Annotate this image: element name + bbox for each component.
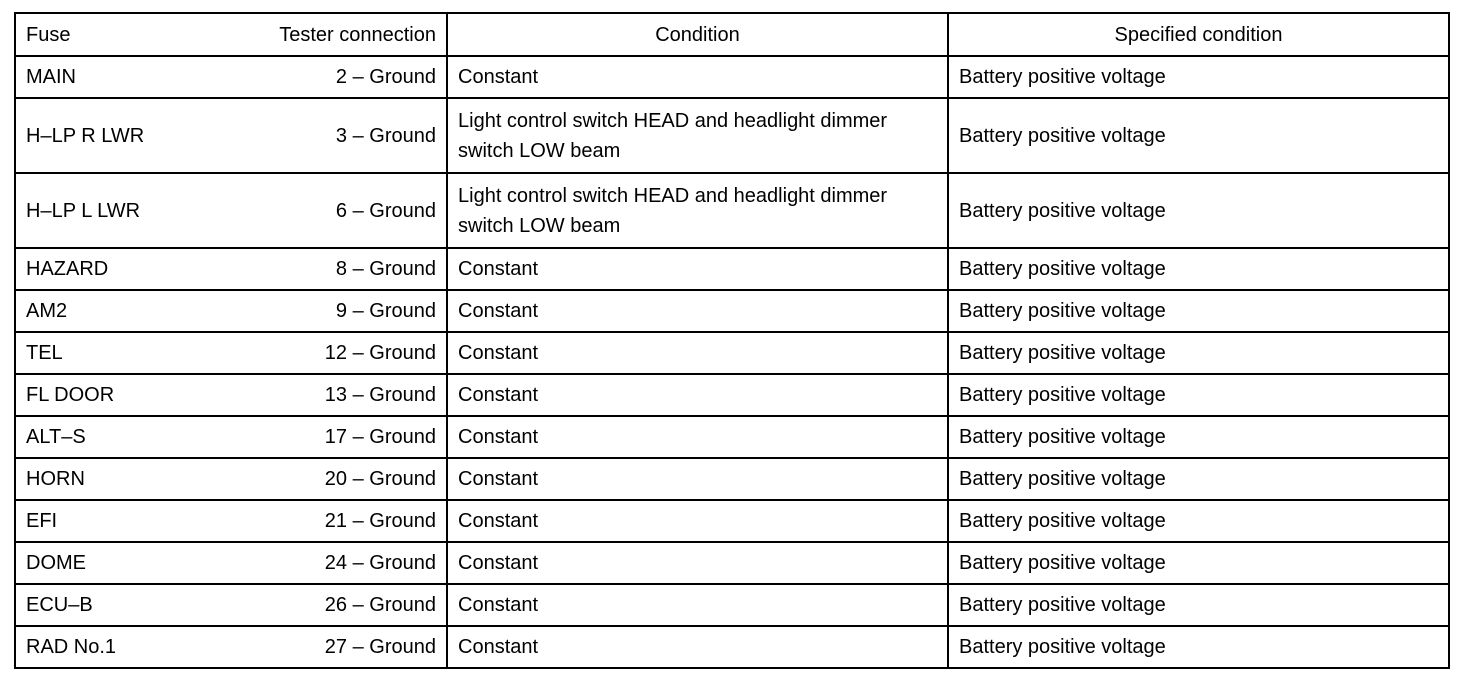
tester-connection: 17 – Ground — [324, 426, 436, 448]
fuse-name: HORN — [26, 468, 85, 490]
condition-cell: Constant — [447, 248, 948, 290]
fuse-name: DOME — [26, 552, 86, 574]
tester-connection: 9 – Ground — [335, 300, 436, 322]
table-row — [15, 290, 1449, 332]
condition-cell: Constant — [447, 56, 948, 98]
table-row — [15, 500, 1449, 542]
fuse-name: HAZARD — [26, 258, 109, 280]
condition-cell: Constant — [447, 332, 948, 374]
fuse-tester-cell — [15, 332, 447, 374]
table-row — [15, 584, 1449, 626]
tester-connection: 2 – Ground — [335, 66, 436, 88]
tester-connection: 21 – Ground — [324, 510, 436, 532]
tester-connection: 3 – Ground — [335, 124, 436, 147]
spec-cell: Battery positive voltage — [948, 374, 1449, 416]
header-condition: Condition — [447, 13, 948, 56]
fuse-name: ALT–S — [26, 426, 86, 448]
spec-cell: Battery positive voltage — [948, 98, 1449, 173]
fuse-tester-cell — [15, 416, 447, 458]
tester-connection: 20 – Ground — [324, 468, 436, 490]
table-row — [15, 542, 1449, 584]
condition-cell: Constant — [447, 626, 948, 668]
table-row — [15, 626, 1449, 668]
fuse-inspection-table — [14, 12, 1450, 669]
fuse-name: H–LP R LWR — [26, 124, 145, 147]
fuse-tester-cell — [15, 98, 447, 173]
fuse-name: H–LP L LWR — [26, 199, 141, 222]
fuse-name: FL DOOR — [26, 384, 115, 406]
fuse-name: EFI — [26, 510, 58, 532]
spec-cell: Battery positive voltage — [948, 56, 1449, 98]
header-fuse-tester-cell — [15, 13, 447, 56]
fuse-tester-cell — [15, 173, 447, 248]
fuse-tester-cell — [15, 290, 447, 332]
condition-cell: Constant — [447, 416, 948, 458]
table-row — [15, 56, 1449, 98]
condition-cell: Constant — [447, 458, 948, 500]
condition-cell: Light control switch HEAD and headlight dimmer switch LOW beam — [447, 173, 948, 248]
condition-cell: Light control switch HEAD and headlight dimmer switch LOW beam — [447, 98, 948, 173]
spec-cell: Battery positive voltage — [948, 626, 1449, 668]
tester-connection: 8 – Ground — [335, 258, 436, 280]
fuse-tester-cell — [15, 542, 447, 584]
spec-cell: Battery positive voltage — [948, 173, 1449, 248]
header-specified-condition: Specified condition — [948, 13, 1449, 56]
table-row — [15, 374, 1449, 416]
table-row — [15, 173, 1449, 248]
fuse-name: MAIN — [26, 66, 76, 88]
fuse-name: TEL — [26, 342, 63, 364]
header-tester-connection: Tester connection — [279, 23, 436, 46]
spec-cell: Battery positive voltage — [948, 248, 1449, 290]
table-row — [15, 98, 1449, 173]
spec-cell: Battery positive voltage — [948, 500, 1449, 542]
table-row — [15, 458, 1449, 500]
table-row — [15, 248, 1449, 290]
fuse-name: AM2 — [26, 300, 68, 322]
condition-cell: Constant — [447, 500, 948, 542]
spec-cell: Battery positive voltage — [948, 416, 1449, 458]
fuse-tester-cell — [15, 584, 447, 626]
spec-cell: Battery positive voltage — [948, 458, 1449, 500]
fuse-name: ECU–B — [26, 594, 93, 616]
table-row — [15, 332, 1449, 374]
fuse-tester-cell — [15, 500, 447, 542]
spec-cell: Battery positive voltage — [948, 584, 1449, 626]
tester-connection: 24 – Ground — [324, 552, 436, 574]
condition-cell: Constant — [447, 542, 948, 584]
fuse-tester-cell — [15, 626, 447, 668]
spec-cell: Battery positive voltage — [948, 542, 1449, 584]
header-fuse: Fuse — [26, 23, 71, 46]
spec-cell: Battery positive voltage — [948, 290, 1449, 332]
fuse-tester-cell — [15, 248, 447, 290]
tester-connection: 6 – Ground — [335, 199, 436, 222]
tester-connection: 12 – Ground — [324, 342, 436, 364]
table-header-row — [15, 13, 1449, 56]
spec-cell: Battery positive voltage — [948, 332, 1449, 374]
condition-cell: Constant — [447, 290, 948, 332]
tester-connection: 13 – Ground — [324, 384, 436, 406]
table-row — [15, 416, 1449, 458]
tester-connection: 27 – Ground — [324, 636, 436, 658]
fuse-tester-cell — [15, 56, 447, 98]
condition-cell: Constant — [447, 584, 948, 626]
fuse-tester-cell — [15, 374, 447, 416]
tester-connection: 26 – Ground — [324, 594, 436, 616]
condition-cell: Constant — [447, 374, 948, 416]
fuse-name: RAD No.1 — [26, 636, 117, 658]
fuse-tester-cell — [15, 458, 447, 500]
